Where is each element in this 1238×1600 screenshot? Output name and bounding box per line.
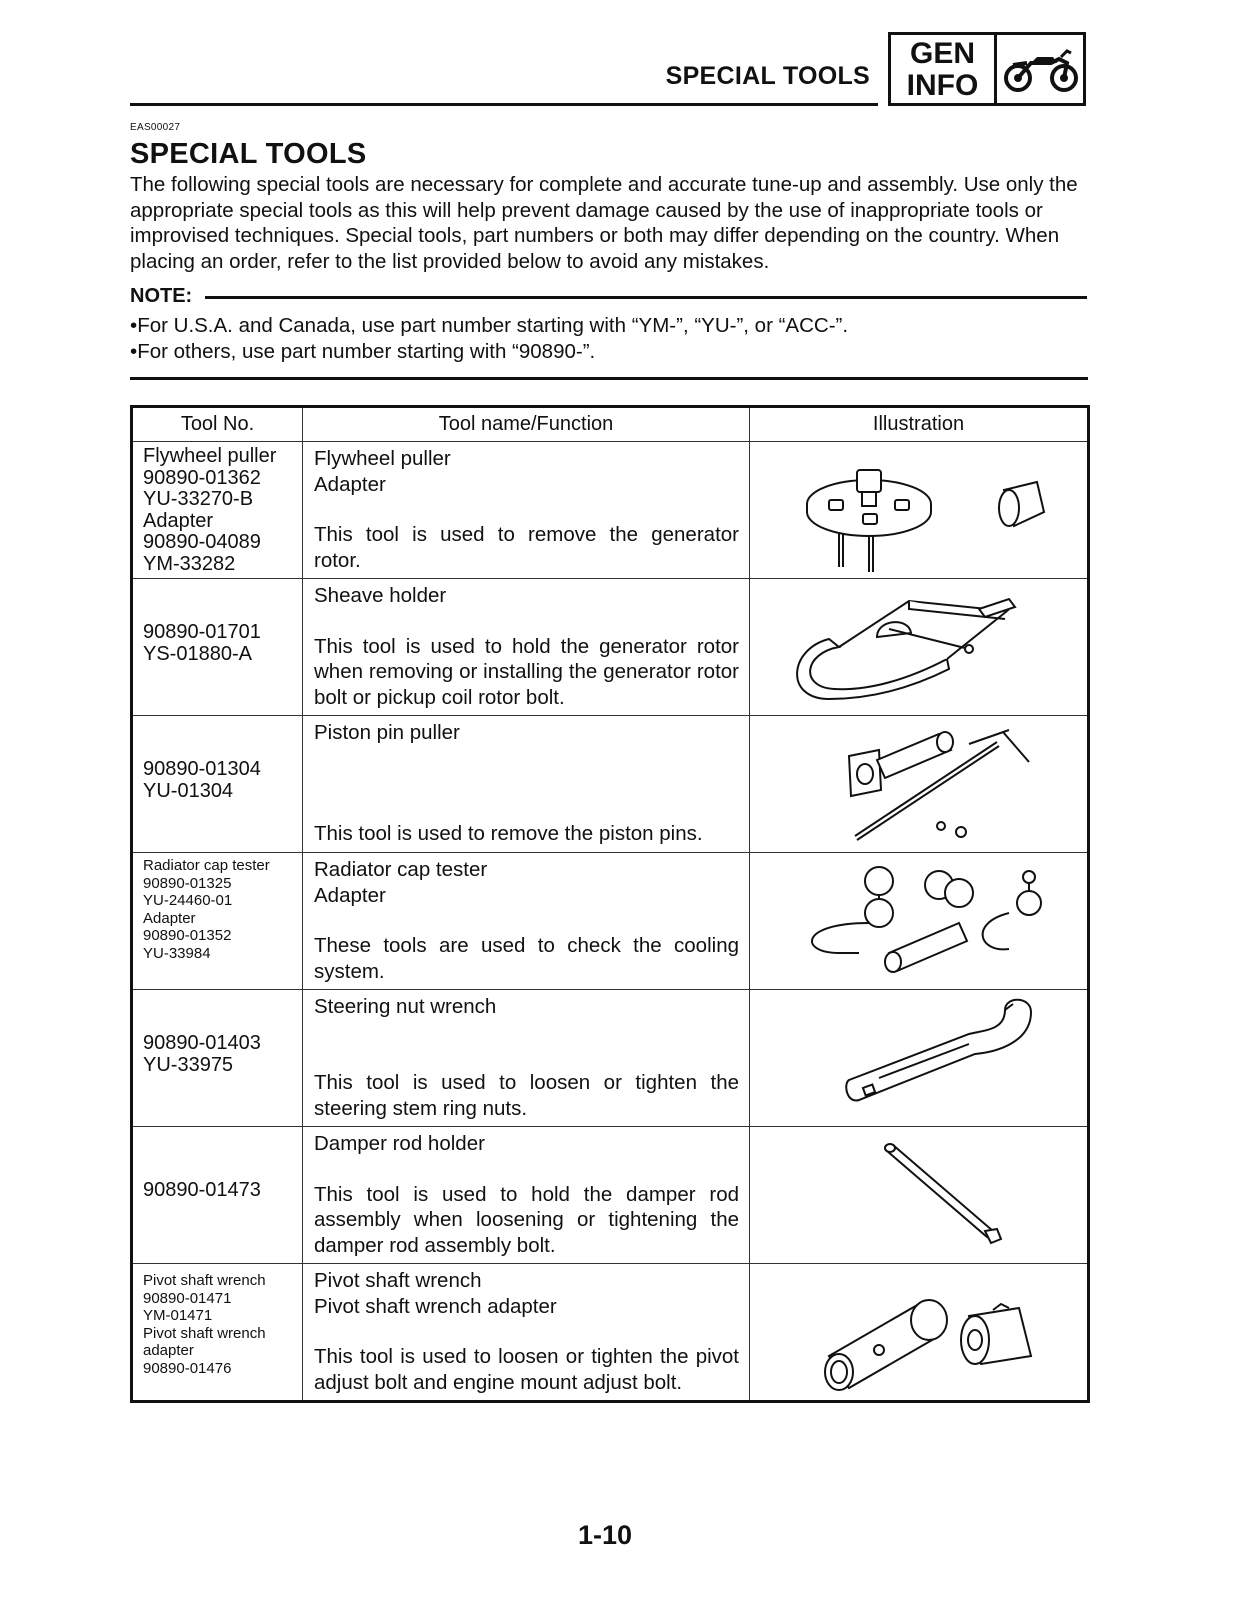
table-row [132, 1127, 1089, 1264]
piston-pin-puller-illustration [769, 716, 1069, 850]
tool-no-cell: 90890-01473 [132, 1127, 303, 1264]
illustration-cell [750, 990, 1089, 1127]
tool-description: This tool is used to loosen or tighten the pivot adjust bolt and engine mount adjust bolt. [314, 1345, 739, 1394]
tool-description: This tool is used to hold the damper rod assembly when loosening or tightening the damper rod assembly bolt. [314, 1182, 739, 1257]
tool-no-cell: 90890-01701 YS-01880-A [132, 579, 303, 716]
gen-info-text [891, 35, 997, 103]
col-header-tool-no: Tool No. [132, 407, 303, 442]
steering-nut-wrench-illustration [769, 990, 1069, 1124]
col-header-illustration: Illustration [750, 407, 1089, 442]
page-title: SPECIAL TOOLS [130, 138, 367, 170]
illustration-cell [750, 853, 1089, 990]
tool-function-cell [303, 990, 750, 1127]
motorcycle-icon [1001, 41, 1081, 97]
tool-description: This tool is used to hold the generator rotor when removing or installing the generator rotor bolt or pickup coil rotor bolt. [314, 634, 739, 709]
illustration-cell [750, 716, 1089, 853]
tool-description: This tool is used to loosen or tighten the steering stem ring nuts. [314, 1071, 739, 1120]
table-row [132, 579, 1089, 716]
radiator-cap-tester-illustration [769, 853, 1069, 987]
note-item: • For others, use part number starting with “90890-”. [130, 339, 848, 365]
note-list [130, 313, 848, 364]
note-label: NOTE: [130, 285, 193, 307]
sheave-holder-illustration [769, 579, 1069, 713]
tool-no-cell: Pivot shaft wrench 90890-01471 YM-01471 Pivot shaft wrench adapter 90890-01476 [132, 1264, 303, 1402]
tool-description: This tool is used to remove the piston pins. [314, 821, 703, 845]
page-number: 1-10 [577, 1520, 633, 1550]
badge-line-info: INFO [906, 69, 979, 102]
tool-description: This tool is used to remove the generator rotor. [314, 523, 739, 572]
tool-name: Adapter [314, 883, 386, 907]
illustration-cell [750, 1264, 1089, 1402]
tool-function-cell [303, 1264, 750, 1402]
note-rule [205, 296, 1087, 299]
tool-function-cell [303, 442, 750, 579]
col-header-tool-name: Tool name/Function [303, 407, 750, 442]
tool-name: Flywheel puller [314, 447, 451, 470]
tool-no-cell: 90890-01403 YU-33975 [132, 990, 303, 1127]
tool-function-cell [303, 1127, 750, 1264]
tool-description: These tools are used to check the cooling system. [314, 934, 739, 983]
illustration-cell [750, 579, 1089, 716]
table-row [132, 442, 1089, 579]
tool-name: Pivot shaft wrench [314, 1269, 482, 1292]
illustration-cell [750, 442, 1089, 579]
header-section-title: SPECIAL TOOLS [665, 62, 870, 90]
gen-info-badge [888, 32, 1086, 106]
tool-name: Steering nut wrench [314, 995, 497, 1018]
header-rule [130, 103, 878, 106]
tool-name: Damper rod holder [314, 1132, 485, 1155]
pivot-shaft-wrench-illustration [769, 1264, 1069, 1398]
flywheel-puller-illustration [769, 442, 1069, 576]
tool-function-cell [303, 579, 750, 716]
badge-line-gen: GEN [909, 37, 975, 70]
damper-rod-holder-illustration [769, 1127, 1069, 1261]
table-header-row [132, 407, 1089, 442]
tool-no-cell: Flywheel puller 90890-01362 YU-33270-B Adapter 90890-04089 YM-33282 [132, 442, 303, 579]
intro-paragraph: The following special tools are necessary for complete and accurate tune-up and assembly. Use only the appropriate special tools as this will help prevent damage caused by the use of inappropriate tools or improvised techniques. Special tools, part numbers or both may differ depending on the country. When placing an order, refer to the list provided below to avoid any mistakes. [130, 173, 1078, 273]
tool-function-cell [303, 716, 750, 853]
tool-function-cell [303, 853, 750, 990]
note-end-rule [130, 377, 1088, 380]
table-row [132, 990, 1089, 1127]
tool-name: Sheave holder [314, 584, 447, 607]
tool-no-cell: Radiator cap tester 90890-01325 YU-24460-01 Adapter 90890-01352 YU-33984 [132, 853, 303, 990]
tool-name: Radiator cap tester [314, 858, 488, 881]
table-row [132, 716, 1089, 853]
illustration-cell [750, 1127, 1089, 1264]
tool-no-cell: 90890-01304 YU-01304 [132, 716, 303, 853]
doc-code: EAS00027 [130, 122, 181, 133]
tool-name: Adapter [314, 472, 386, 496]
table-row [132, 853, 1089, 990]
table-row [132, 1264, 1089, 1402]
special-tools-table [130, 405, 1090, 1403]
tool-name: Pivot shaft wrench adapter [314, 1294, 557, 1318]
note-item: • For U.S.A. and Canada, use part number starting with “YM-”, “YU-”, or “ACC-”. [130, 313, 848, 339]
tool-name: Piston pin puller [314, 721, 460, 744]
